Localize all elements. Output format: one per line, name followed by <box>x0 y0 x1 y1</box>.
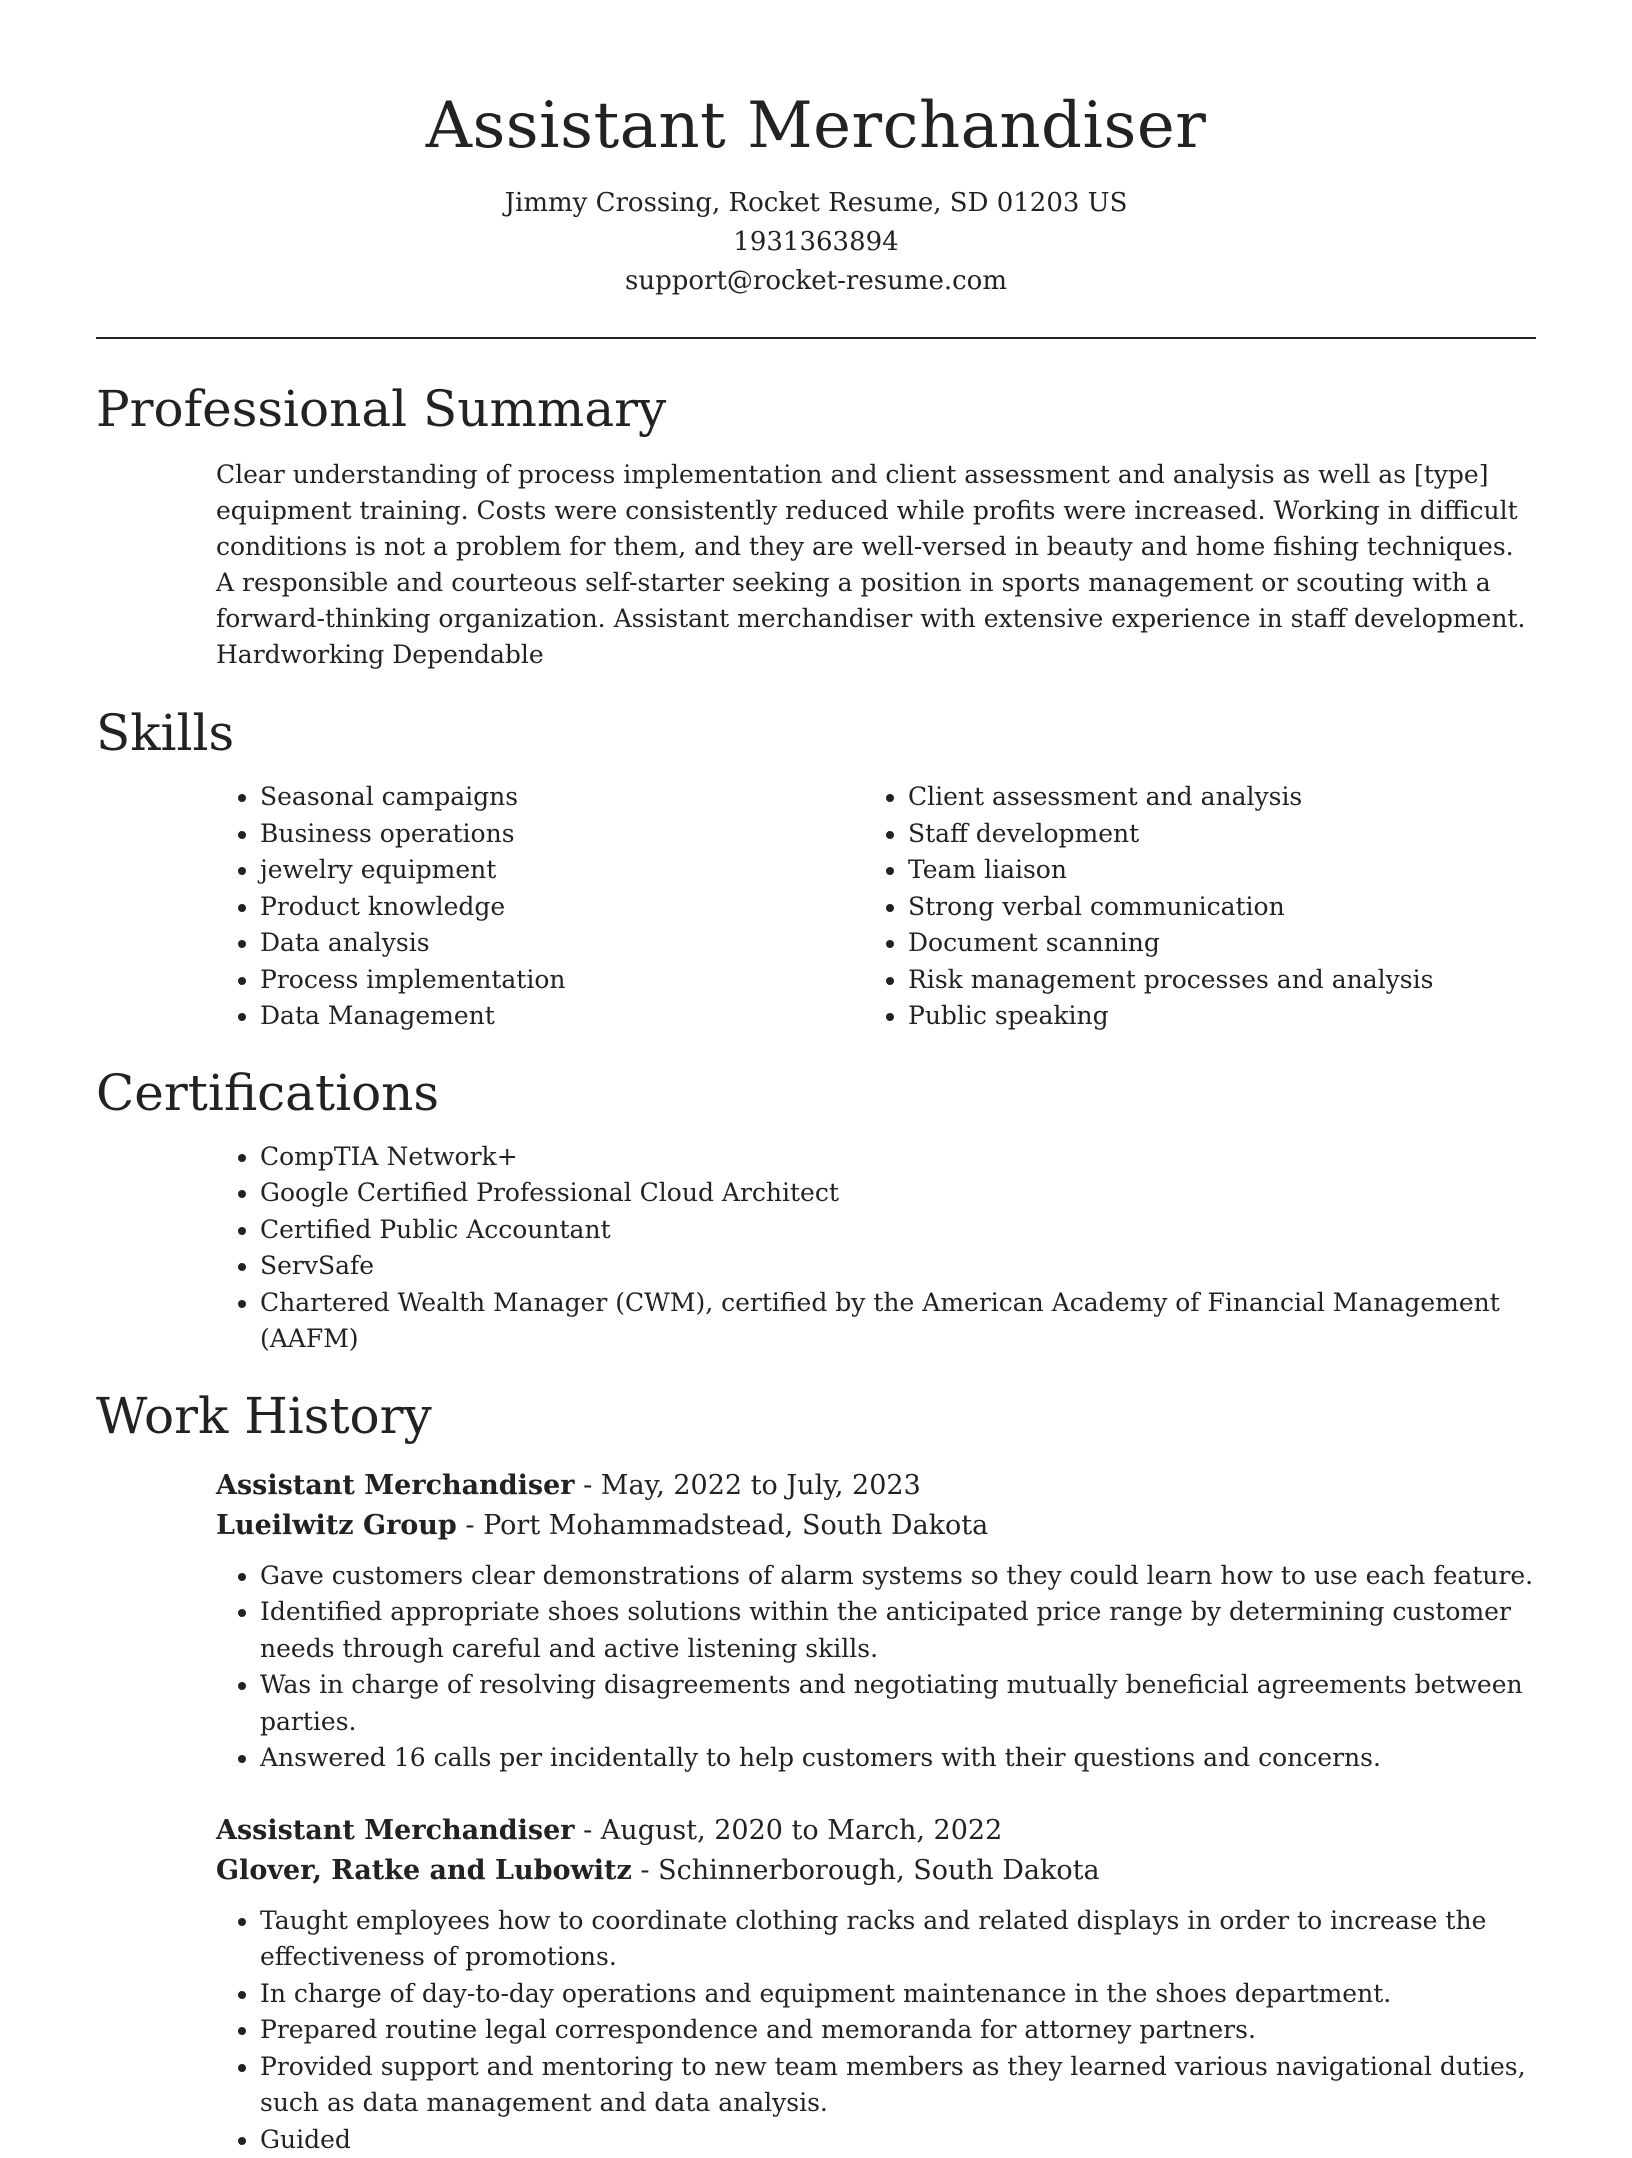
skill-item: • Business operations <box>260 816 864 853</box>
header-divider <box>96 337 1536 339</box>
job-location: - Port Mohammadstead, South Dakota <box>457 1510 988 1541</box>
certification-item: • CompTIA Network+ <box>260 1139 1536 1176</box>
certification-item: • Chartered Wealth Manager (CWM), certified by the American Academy of Financial Management (AAFM) <box>260 1285 1536 1358</box>
summary-title: Professional Summary <box>96 377 1536 441</box>
job-role-line <box>216 1466 1536 1506</box>
job-duties-list <box>216 1903 1536 2158</box>
skill-item: • Product knowledge <box>260 889 864 926</box>
skill-item: • Seasonal campaigns <box>260 779 864 816</box>
job-entry <box>96 1466 1536 1777</box>
summary-text: Clear understanding of process implementation and client assessment and analysis as well as [type] equipment training. Costs were consistently reduced while profits were increased. Working in difficult conditions is not a problem for them, and they are well-versed in beauty and home fishing techniques. A responsible and courteous self-starter seeking a position in sports management or scouting with a forward-thinking organization. Assistant merchandiser with extensive experience in staff development. Hardworking Dependable <box>216 457 1536 673</box>
job-company-line <box>216 1851 1536 1891</box>
job-duty-item: • In charge of day-to-day operations and equipment maintenance in the shoes department. <box>260 1976 1536 2013</box>
certifications-title: Certifications <box>96 1061 1536 1125</box>
job-company: Glover, Ratke and Lubowitz <box>216 1855 632 1886</box>
skill-item: • Data analysis <box>260 925 864 962</box>
certification-item: • Google Certified Professional Cloud Architect <box>260 1175 1536 1212</box>
job-duty-item: • Gave customers clear demonstrations of alarm systems so they could learn how to use each feature. <box>260 1558 1536 1595</box>
skills-section <box>96 701 1536 1035</box>
job-duties-list <box>216 1558 1536 1777</box>
job-duty-item: • Taught employees how to coordinate clothing racks and related displays in order to increase the effectiveness of promotions. <box>260 1903 1536 1976</box>
job-duty-item: • Provided support and mentoring to new team members as they learned various navigational duties, such as data management and data analysis. <box>260 2049 1536 2122</box>
certifications-list <box>216 1139 1536 1358</box>
skills-grid <box>96 765 1536 1035</box>
job-location: - Schinnerborough, South Dakota <box>632 1855 1100 1886</box>
contact-info <box>96 184 1536 301</box>
skill-item: • Risk management processes and analysis <box>908 962 1512 999</box>
work-history-section <box>96 1384 1536 2158</box>
contact-address: Jimmy Crossing, Rocket Resume, SD 01203 US <box>96 184 1536 223</box>
job-duty-item: • Prepared routine legal correspondence and memoranda for attorney partners. <box>260 2012 1536 2049</box>
job-role: Assistant Merchandiser <box>216 1470 575 1501</box>
job-duty-item: • Identified appropriate shoes solutions within the anticipated price range by determining customer needs through careful and active listening skills. <box>260 1594 1536 1667</box>
skill-item: • Process implementation <box>260 962 864 999</box>
skill-item: • Strong verbal communication <box>908 889 1512 926</box>
job-role: Assistant Merchandiser <box>216 1815 575 1846</box>
contact-phone: 1931363894 <box>96 223 1536 262</box>
job-entry <box>96 1811 1536 2158</box>
job-duty-item: • Answered 16 calls per incidentally to help customers with their questions and concerns. <box>260 1740 1536 1777</box>
skills-list-right <box>864 779 1512 1035</box>
job-duty-item: • Was in charge of resolving disagreements and negotiating mutually beneficial agreements between parties. <box>260 1667 1536 1740</box>
skill-item: • jewelry equipment <box>260 852 864 889</box>
resume-header <box>96 0 1536 301</box>
resume-name: Assistant Merchandiser <box>96 86 1536 166</box>
job-duty-item: • Guided <box>260 2122 1536 2158</box>
skills-list-left <box>216 779 864 1035</box>
skill-item: • Team liaison <box>908 852 1512 889</box>
job-role-line <box>216 1811 1536 1851</box>
skills-title: Skills <box>96 701 1536 765</box>
job-dates: - August, 2020 to March, 2022 <box>575 1815 1003 1846</box>
summary-section <box>96 377 1536 673</box>
job-dates: - May, 2022 to July, 2023 <box>575 1470 921 1501</box>
job-company-line <box>216 1506 1536 1546</box>
certification-item: • Certified Public Accountant <box>260 1212 1536 1249</box>
contact-email: support@rocket-resume.com <box>96 262 1536 301</box>
skill-item: • Document scanning <box>908 925 1512 962</box>
skill-item: • Client assessment and analysis <box>908 779 1512 816</box>
skill-item: • Staff development <box>908 816 1512 853</box>
skill-item: • Data Management <box>260 998 864 1035</box>
job-company: Lueilwitz Group <box>216 1510 457 1541</box>
certification-item: • ServSafe <box>260 1248 1536 1285</box>
skill-item: • Public speaking <box>908 998 1512 1035</box>
work-history-title: Work History <box>96 1384 1536 1448</box>
certifications-section <box>96 1061 1536 1358</box>
